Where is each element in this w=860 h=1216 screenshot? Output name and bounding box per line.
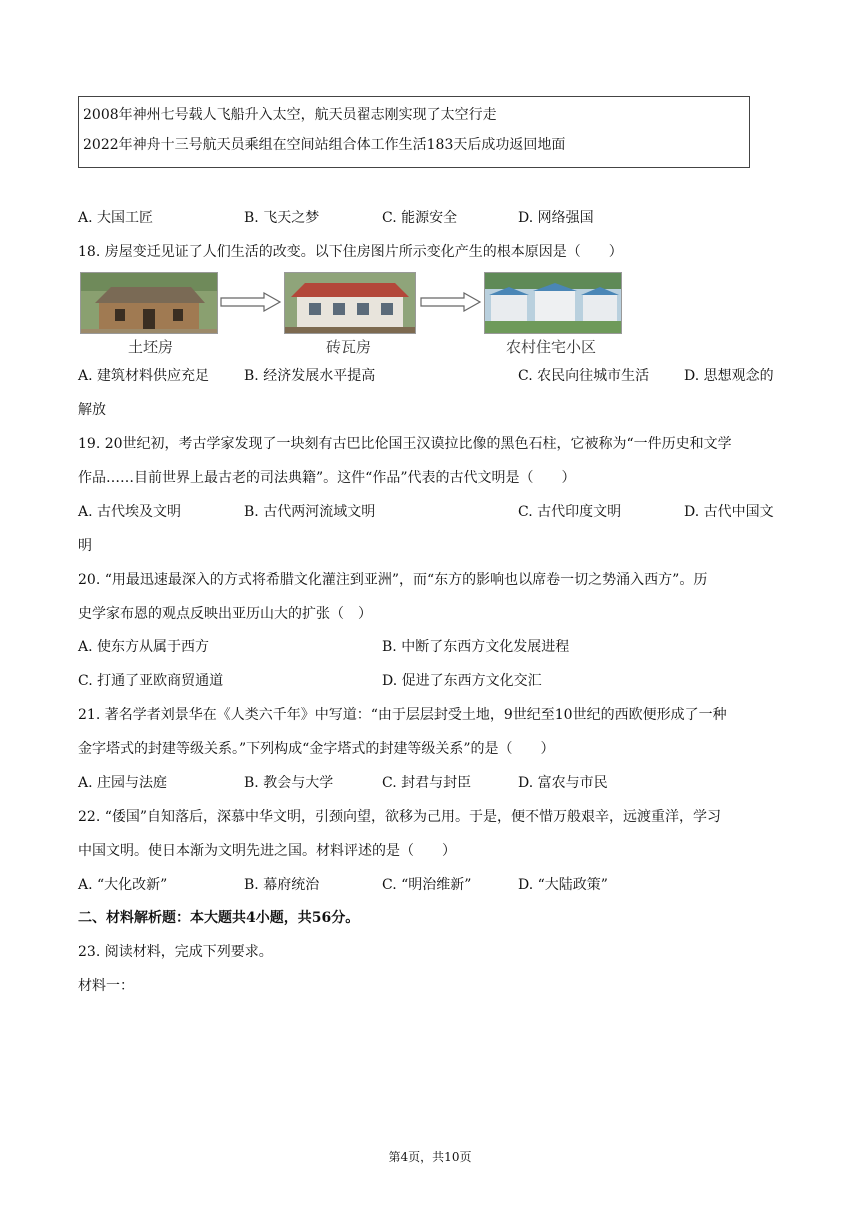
info-line-1: 2008年神州七号载人飞船升入太空，航天员翟志刚实现了太空行走 xyxy=(83,107,497,123)
q21-stem-line2: 金字塔式的封建等级关系。”下列构成“金字塔式的封建等级关系”的是（ ） xyxy=(78,741,555,757)
q22-option-b: B. 幕府统治 xyxy=(244,877,320,893)
q19-option-d-cont: 明 xyxy=(78,538,92,554)
q21-option-b: B. 教会与大学 xyxy=(244,775,334,791)
q19-stem-line2: 作品……目前世界上最古老的司法典籍”。这件“作品”代表的古代文明是（ ） xyxy=(78,470,576,486)
q21-option-a: A. 庄园与法庭 xyxy=(78,775,168,791)
right-arrow-icon xyxy=(220,292,282,312)
caption-mud-house: 土坯房 xyxy=(128,338,174,356)
brick-house-image xyxy=(284,272,416,334)
info-line-2: 2022年神舟十三号航天员乘组在空间站组合体工作生活183天后成功返回地面 xyxy=(83,137,566,153)
q21-stem-line1: 21. 著名学者刘景华在《人类六千年》中写道：“由于层层封受土地，9世纪至10世纪的西欧便形成了一种 xyxy=(78,707,727,723)
q18-option-d-cont: 解放 xyxy=(78,402,106,418)
q20-option-a: A. 使东方从属于西方 xyxy=(78,639,210,655)
q23-stem: 23. 阅读材料，完成下列要求。 xyxy=(78,944,273,960)
q19-option-a: A. 古代埃及文明 xyxy=(78,504,182,520)
q20-option-d: D. 促进了东西方文化交汇 xyxy=(382,673,542,689)
q19-option-d: D. 古代中国文 xyxy=(684,504,774,520)
q22-option-d: D. “大陆政策” xyxy=(518,877,608,893)
q22-stem-line1: 22. “倭国”自知落后，深慕中华文明，引颈向望，欲移为己用。于是，便不惜万般艰辛，远渡重洋，学习 xyxy=(78,809,722,825)
rural-residential-image xyxy=(484,272,622,334)
q22-option-a: A. “大化改新” xyxy=(78,877,168,893)
caption-rural-residential: 农村住宅小区 xyxy=(506,338,597,356)
q20-option-b: B. 中断了东西方文化发展进程 xyxy=(382,639,570,655)
q17-option-b: B. 飞天之梦 xyxy=(244,210,320,226)
q21-option-c: C. 封君与封臣 xyxy=(382,775,472,791)
q20-stem-line2: 史学家布恩的观点反映出亚历山大的扩张（ ） xyxy=(78,606,372,622)
q23-material-label: 材料一： xyxy=(78,978,134,994)
q22-stem-line2: 中国文明。使日本渐为文明先进之国。材料评述的是（ ） xyxy=(78,843,456,859)
q19-option-c: C. 古代印度文明 xyxy=(518,504,622,520)
q21-option-d: D. 富农与市民 xyxy=(518,775,608,791)
caption-brick-house: 砖瓦房 xyxy=(326,338,372,356)
section-heading: 二、材料解析题：本大题共4小题，共56分。 xyxy=(78,910,360,926)
q18-option-c: C. 农民向往城市生活 xyxy=(518,368,650,384)
q17-option-d: D. 网络强国 xyxy=(518,210,594,226)
q22-option-c: C. “明治维新” xyxy=(382,877,472,893)
right-arrow-icon xyxy=(420,292,482,312)
q18-option-d: D. 思想观念的 xyxy=(684,368,774,384)
page-number-footer: 第4页，共10页 xyxy=(388,1150,472,1164)
info-box xyxy=(78,96,750,168)
q17-option-c: C. 能源安全 xyxy=(382,210,458,226)
q18-option-b: B. 经济发展水平提高 xyxy=(244,368,376,384)
q19-stem-line1: 19. 20世纪初，考古学家发现了一块刻有古巴比伦国王汉谟拉比像的黑色石柱，它被称为“一件历史和文学 xyxy=(78,436,732,452)
mud-house-image xyxy=(80,272,218,334)
q17-option-a: A. 大国工匠 xyxy=(78,210,154,226)
q18-stem: 18. 房屋变迁见证了人们生活的改变。以下住房图片所示变化产生的根本原因是（ ） xyxy=(78,244,623,260)
q20-option-c: C. 打通了亚欧商贸通道 xyxy=(78,673,224,689)
q18-option-a: A. 建筑材料供应充足 xyxy=(78,368,210,384)
q19-option-b: B. 古代两河流域文明 xyxy=(244,504,376,520)
q20-stem-line1: 20. “用最迅速最深入的方式将希腊文化灌注到亚洲”，而“东方的影响也以席卷一切之势涌入西方”。历 xyxy=(78,572,708,588)
